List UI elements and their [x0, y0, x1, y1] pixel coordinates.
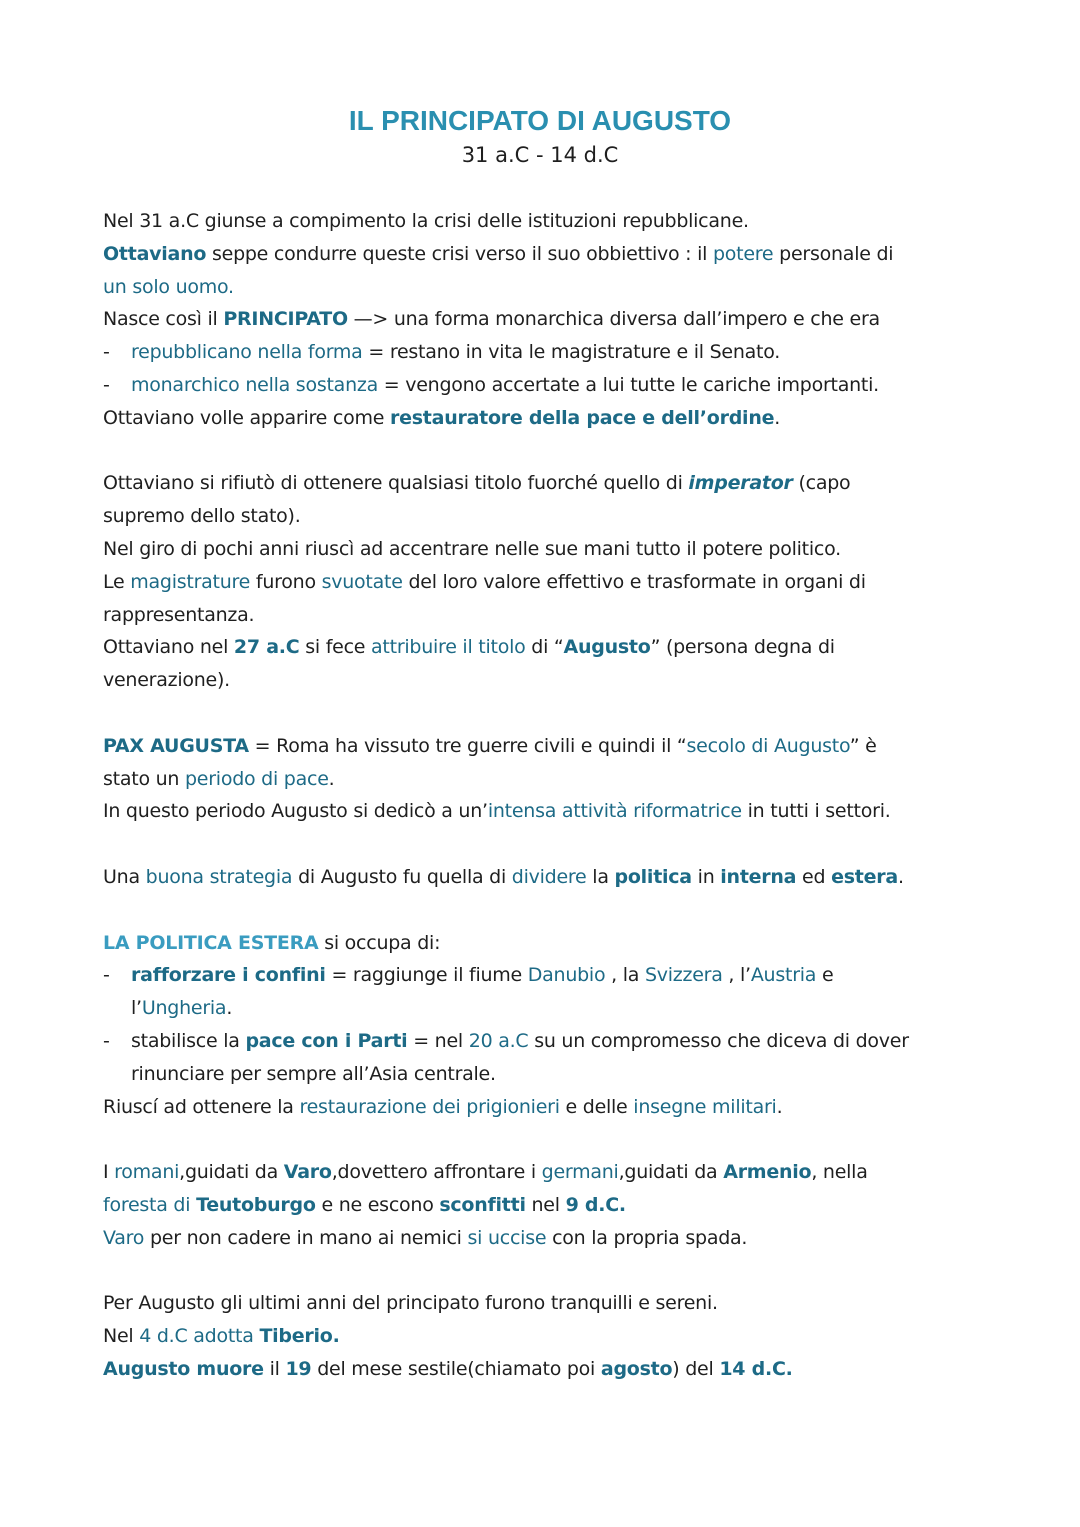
text-segment: Una [103, 865, 146, 888]
text-segment: Ottaviano volle apparire come [103, 406, 390, 429]
highlighted-text: svuotate [321, 570, 403, 593]
bullet-item [103, 369, 983, 402]
text-segment: di “ [525, 636, 564, 659]
text-segment: venerazione). [103, 669, 230, 692]
text-segment: in tutti i settori. [741, 800, 891, 823]
highlighted-text: 20 a.C [468, 1029, 529, 1052]
text-segment: e ne escono [315, 1193, 440, 1216]
text-segment: e [816, 964, 834, 987]
text-segment: , l’ [722, 964, 751, 987]
highlighted-text: germani [541, 1161, 619, 1184]
highlighted-text: foresta di [103, 1193, 197, 1216]
highlighted-text: LA POLITICA ESTERA [103, 931, 319, 954]
text-segment: = Roma ha vissuto tre guerre civili e quindi il “ [248, 734, 687, 757]
highlighted-text: repubblicano nella forma [131, 341, 363, 364]
text-segment: ) del [672, 1357, 720, 1380]
highlighted-text: monarchico nella sostanza [131, 373, 378, 396]
text-line [103, 664, 983, 697]
highlighted-text: Austria [750, 964, 817, 987]
text-line [103, 500, 983, 533]
text-segment: Per Augusto gli ultimi anni del principato furono tranquilli e sereni. [103, 1292, 718, 1315]
text-segment: Nel giro di pochi anni riuscì ad accentrare nelle sue mani tutto il potere politico. [103, 537, 841, 560]
text-segment: Riuscí ad ottenere la [103, 1095, 300, 1118]
text-segment: furono [250, 570, 322, 593]
highlighted-text: agosto [600, 1357, 673, 1380]
text-line [103, 1189, 983, 1222]
text-segment: in [691, 865, 721, 888]
text-segment: con la propria spada. [546, 1226, 748, 1249]
highlighted-text: dividere [511, 865, 587, 888]
highlighted-text: estera [831, 865, 898, 888]
bullet-item [103, 336, 983, 369]
text-line [103, 533, 983, 566]
blank-line [103, 1255, 983, 1288]
text-segment: . [226, 997, 233, 1020]
text-segment: la [586, 865, 615, 888]
highlighted-text: 14 d.C. [719, 1357, 793, 1380]
highlighted-text: sconfitti [439, 1193, 526, 1216]
blank-line [103, 1123, 983, 1156]
highlighted-text: pace con i Parti [245, 1029, 408, 1052]
text-line [103, 1091, 983, 1124]
bullet-continuation [103, 992, 983, 1025]
text-segment: ,guidati da [618, 1161, 724, 1184]
text-segment: stabilisce la [131, 1029, 246, 1052]
text-segment: ” (persona degna di [650, 636, 835, 659]
highlighted-text: Augusto [563, 636, 651, 659]
text-segment: e delle [559, 1095, 634, 1118]
text-segment: —> una forma monarchica diversa dall’impero e che era [347, 308, 880, 331]
highlighted-text: Svizzera [644, 964, 723, 987]
highlighted-text: Varo [103, 1226, 145, 1249]
text-segment: rappresentanza. [103, 603, 255, 626]
text-line [103, 795, 983, 828]
highlighted-text: imperator [688, 472, 793, 495]
text-segment: ed [796, 865, 832, 888]
document-subtitle: 31 a.C - 14 d.C [461, 143, 619, 167]
text-segment: nel [525, 1193, 566, 1216]
text-line [103, 205, 983, 238]
blank-line [103, 828, 983, 861]
text-line [103, 1222, 983, 1255]
text-segment: del mese sestile(chiamato poi [311, 1357, 601, 1380]
text-segment: di Augusto fu quella di [292, 865, 512, 888]
highlighted-text: Ottaviano [103, 242, 207, 265]
highlighted-text: periodo di pace [184, 767, 329, 790]
highlighted-text: un solo uomo. [103, 275, 234, 298]
text-line [103, 402, 983, 435]
bullet-item [103, 959, 983, 992]
text-segment: , nella [811, 1161, 868, 1184]
highlighted-text: rafforzare i confini [131, 964, 326, 987]
text-line [103, 566, 983, 599]
text-segment: si fece [299, 636, 372, 659]
text-segment: del loro valore effettivo e trasformate in organi di [402, 570, 866, 593]
text-line [103, 763, 983, 796]
highlighted-text: Armenio [723, 1161, 812, 1184]
text-line [103, 927, 983, 960]
text-line [103, 271, 983, 304]
highlighted-text: potere [712, 242, 774, 265]
highlighted-text: Varo [283, 1161, 332, 1184]
text-line [103, 1353, 983, 1386]
text-line [103, 238, 983, 271]
text-line [103, 1287, 983, 1320]
text-segment: . [774, 406, 781, 429]
text-line [103, 599, 983, 632]
highlighted-text: romani [114, 1161, 180, 1184]
text-segment: = raggiunge il fiume [325, 964, 528, 987]
bullet-item [103, 1025, 983, 1058]
text-segment: Le [103, 570, 131, 593]
text-line [103, 631, 983, 664]
highlighted-text: 19 [285, 1357, 312, 1380]
highlighted-text: Ungheria [141, 997, 227, 1020]
highlighted-text: Danubio [527, 964, 606, 987]
text-segment: l’ [131, 997, 142, 1020]
text-segment: . [897, 865, 904, 888]
text-segment: , la [605, 964, 645, 987]
text-segment: ,dovettero affrontare i [331, 1161, 542, 1184]
text-segment: supremo dello stato). [103, 505, 301, 528]
highlighted-text: interna [720, 865, 797, 888]
highlighted-text: restaurazione dei prigionieri [299, 1095, 560, 1118]
text-segment: seppe condurre queste crisi verso il suo obbiettivo : il [206, 242, 713, 265]
text-segment: il [263, 1357, 286, 1380]
highlighted-text: buona strategia [145, 865, 293, 888]
document-title: IL PRINCIPATO DI AUGUSTO [348, 105, 732, 136]
highlighted-text: si uccise [467, 1226, 547, 1249]
blank-line [103, 894, 983, 927]
text-segment: personale di [773, 242, 894, 265]
document-body [103, 205, 983, 1386]
text-line [103, 730, 983, 763]
bullet-continuation [103, 1058, 983, 1091]
text-segment: per non cadere in mano ai nemici [144, 1226, 468, 1249]
text-line [103, 1156, 983, 1189]
text-segment: Nel 31 a.C giunse a compimento la crisi delle istituzioni repubblicane. [103, 210, 749, 232]
text-segment: = restano in vita le magistrature e il Senato. [362, 341, 781, 364]
text-line [103, 303, 983, 336]
text-segment: Ottaviano nel [103, 636, 234, 659]
blank-line [103, 435, 983, 468]
text-segment: rinunciare per sempre all’Asia centrale. [131, 1062, 496, 1085]
highlighted-text: 4 d.C adotta [139, 1325, 254, 1348]
highlighted-text: restauratore della pace e dell’ordine [389, 406, 775, 429]
text-segment: = nel [407, 1029, 469, 1052]
text-segment: In questo periodo Augusto si dedicò a un’ [103, 800, 488, 823]
text-segment: . [776, 1095, 783, 1118]
blank-line [103, 697, 983, 730]
highlighted-text: Teutoburgo [196, 1193, 316, 1216]
text-segment: (capo [792, 472, 851, 495]
text-segment: Nasce così il [103, 308, 224, 331]
text-line [103, 1320, 983, 1353]
text-segment: ,guidati da [179, 1161, 284, 1184]
highlighted-text: Augusto muore [103, 1357, 264, 1380]
text-segment: Nel [103, 1325, 140, 1348]
text-segment: stato un [103, 767, 185, 790]
text-line [103, 467, 983, 500]
text-segment: si occupa di: [318, 931, 441, 954]
highlighted-text: magistrature [130, 570, 251, 593]
highlighted-text: politica [614, 865, 692, 888]
highlighted-text: Tiberio. [259, 1325, 340, 1348]
highlighted-text: 27 a.C [233, 636, 300, 659]
highlighted-text: 9 d.C. [565, 1193, 626, 1216]
text-segment: Ottaviano si rifiutò di ottenere qualsiasi titolo fuorché quello di [103, 472, 689, 495]
text-segment: = vengono accertate a lui tutte le cariche importanti. [377, 373, 879, 396]
text-segment: su un compromesso che diceva di dover [528, 1029, 909, 1052]
highlighted-text: intensa attività riformatrice [487, 800, 742, 823]
text-line [103, 861, 983, 894]
highlighted-text: PRINCIPATO [223, 308, 348, 331]
highlighted-text: insegne militari [633, 1095, 777, 1118]
highlighted-text: secolo di Augusto [686, 734, 850, 757]
text-segment: ” è [849, 734, 877, 757]
text-segment: I [103, 1161, 115, 1184]
text-segment: . [328, 767, 335, 790]
highlighted-text: PAX AUGUSTA [103, 734, 249, 757]
highlighted-text: attribuire il titolo [371, 636, 526, 659]
